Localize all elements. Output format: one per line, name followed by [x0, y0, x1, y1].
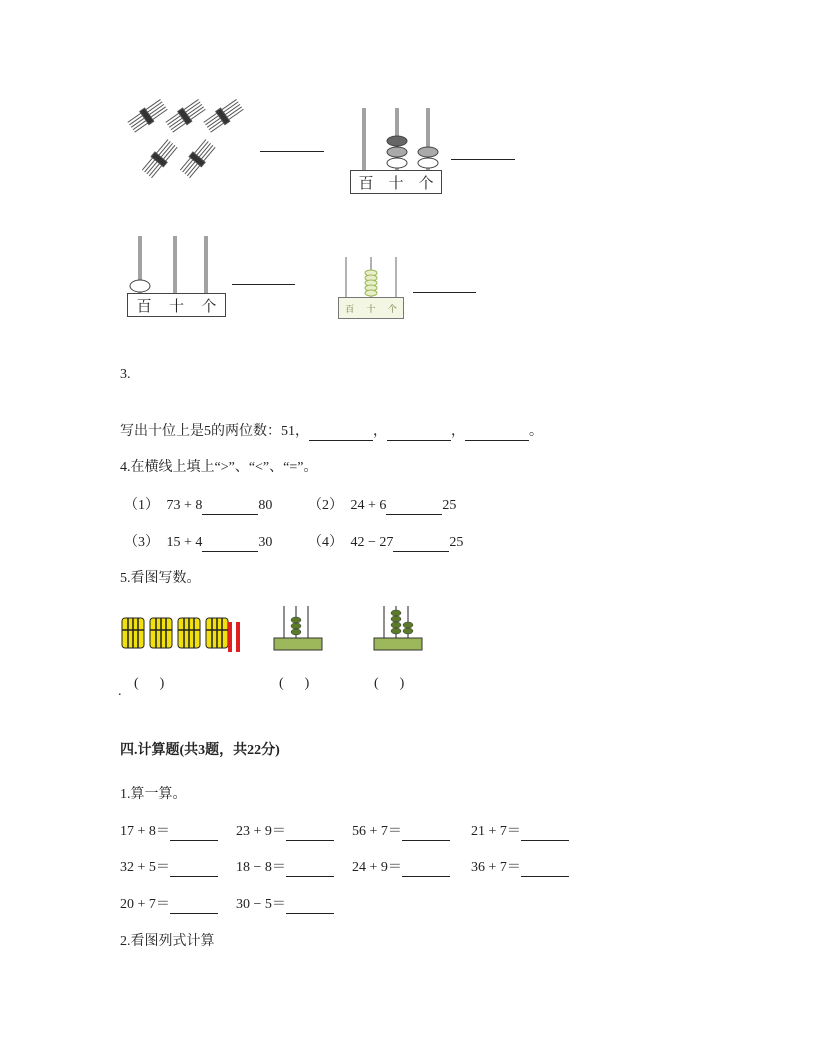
q4-item-3 — [124, 531, 272, 552]
q4-item-number: （3） — [124, 535, 159, 550]
calc-answer-blank[interactable] — [286, 824, 334, 841]
yellow-bundles-figure — [120, 614, 245, 654]
answer-blank-4[interactable] — [413, 292, 476, 293]
answer-blank-1[interactable] — [260, 151, 324, 152]
abacus-place-label-box — [350, 170, 442, 194]
hundreds-label: 百 — [136, 296, 152, 315]
calc2-title: 2.看图列式计算 — [120, 934, 215, 949]
calc-item — [352, 820, 450, 841]
ones-label: 个 — [387, 304, 397, 315]
calc-expression: 56 + 7＝ — [352, 824, 402, 839]
section-title: 四.计算题(共3题，共22分) — [120, 743, 280, 758]
q4-item-1 — [124, 494, 272, 515]
q4-item-number: （1） — [124, 498, 159, 513]
green-abacus-2 — [372, 604, 424, 652]
calc-item — [120, 893, 218, 914]
abacus-place-label-box — [338, 297, 404, 319]
q4-title: 4.在横线上填上“>”、“<”、“=”。 — [120, 460, 318, 475]
calc-item — [352, 856, 450, 877]
tens-label: 十 — [366, 304, 376, 315]
q4-blank-4[interactable] — [393, 535, 449, 552]
q5-dot: . — [118, 684, 122, 699]
q4-item-rhs: 25 — [449, 535, 464, 550]
q3-prompt: 写出十位上是5的两位数：51， — [120, 424, 309, 439]
calc-expression: 20 + 7＝ — [120, 897, 170, 912]
answer-blank-3[interactable] — [232, 284, 295, 285]
hundreds-label: 百 — [345, 304, 355, 315]
calc-item — [120, 856, 218, 877]
q4-item-expression: 24 + 6 — [350, 498, 387, 513]
q4-item-expression: 42 − 27 — [350, 535, 394, 550]
q3-prompt-line — [120, 420, 543, 441]
calc-item — [120, 820, 218, 841]
q4-item-rhs: 30 — [258, 535, 273, 550]
calc-expression: 30 − 5＝ — [236, 897, 286, 912]
abacus-figure-2 — [127, 236, 227, 318]
q3-blank-3[interactable] — [465, 424, 529, 441]
q4-blank-3[interactable] — [202, 535, 258, 552]
q3-sep: ， — [451, 424, 465, 439]
q5-answer-paren-1[interactable]: ( ) — [134, 676, 165, 691]
q4-item-4 — [308, 531, 463, 552]
calc-expression: 36 + 7＝ — [471, 860, 521, 875]
green-abacus-1 — [272, 604, 324, 652]
calc-answer-blank[interactable] — [286, 897, 334, 914]
calc-expression: 23 + 9＝ — [236, 824, 286, 839]
q4-item-2 — [308, 494, 456, 515]
calc-item — [236, 893, 334, 914]
calc-answer-blank[interactable] — [402, 824, 450, 841]
calc-answer-blank[interactable] — [170, 860, 218, 877]
hundreds-label: 百 — [358, 173, 374, 192]
calc-answer-blank[interactable] — [521, 860, 569, 877]
q3-blank-1[interactable] — [309, 424, 373, 441]
q3-number: 3. — [120, 367, 131, 382]
calc-expression: 24 + 9＝ — [352, 860, 402, 875]
stick-bundles-figure — [125, 95, 245, 190]
q5-answer-paren-3[interactable]: ( ) — [374, 676, 405, 691]
calc1-title: 1.算一算。 — [120, 787, 187, 802]
calc-answer-blank[interactable] — [170, 897, 218, 914]
q3-end: 。 — [529, 424, 543, 439]
q4-item-expression: 73 + 8 — [166, 498, 203, 513]
abacus-figure-1 — [345, 108, 445, 194]
q4-item-rhs: 25 — [442, 498, 457, 513]
calc-answer-blank[interactable] — [402, 860, 450, 877]
ones-label: 个 — [418, 173, 434, 192]
calc-expression: 17 + 8＝ — [120, 824, 170, 839]
calc-item — [236, 820, 334, 841]
q4-item-expression: 15 + 4 — [166, 535, 203, 550]
answer-blank-2[interactable] — [451, 159, 515, 160]
q4-blank-1[interactable] — [202, 498, 258, 515]
calc-item — [471, 820, 569, 841]
q4-item-rhs: 80 — [258, 498, 273, 513]
q3-blank-2[interactable] — [387, 424, 451, 441]
calc-expression: 32 + 5＝ — [120, 860, 170, 875]
q3-sep: ， — [373, 424, 387, 439]
abacus-figure-3 — [336, 257, 406, 321]
tens-label: 十 — [168, 296, 184, 315]
calc-expression: 18 − 8＝ — [236, 860, 286, 875]
calc-expression: 21 + 7＝ — [471, 824, 521, 839]
tens-label: 十 — [388, 173, 404, 192]
calc-answer-blank[interactable] — [286, 860, 334, 877]
calc-answer-blank[interactable] — [521, 824, 569, 841]
abacus-place-label-box — [127, 293, 226, 317]
q5-answer-paren-2[interactable]: ( ) — [279, 676, 310, 691]
ones-label: 个 — [201, 296, 217, 315]
calc-item — [236, 856, 334, 877]
q4-item-number: （2） — [308, 498, 343, 513]
q5-title: 5.看图写数。 — [120, 571, 201, 586]
calc-item — [471, 856, 569, 877]
q4-blank-2[interactable] — [386, 498, 442, 515]
q4-item-number: （4） — [308, 535, 343, 550]
calc-answer-blank[interactable] — [170, 824, 218, 841]
